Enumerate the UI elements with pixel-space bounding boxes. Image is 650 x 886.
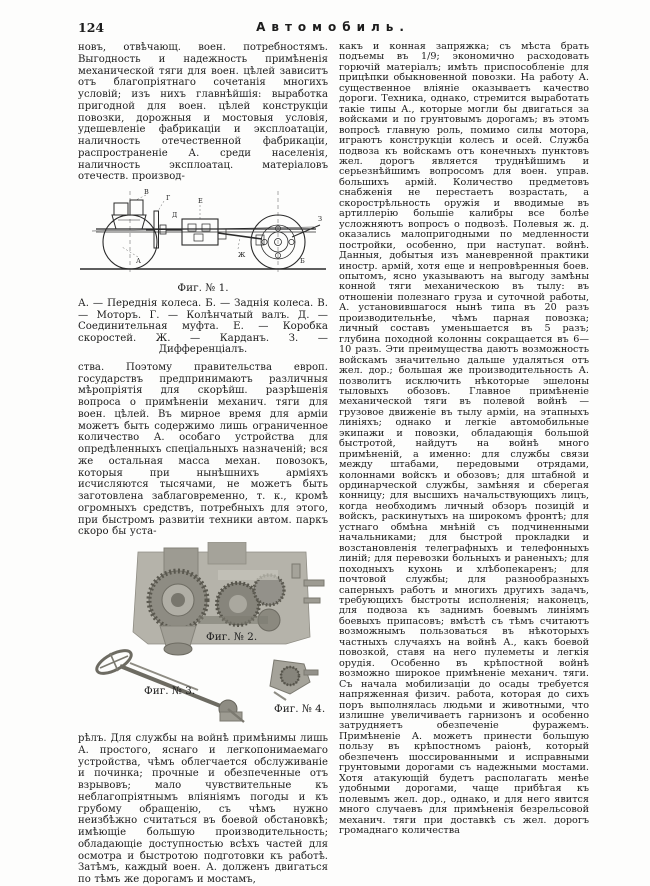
text-columns bbox=[78, 42, 589, 886]
mark-clutch: Д bbox=[172, 211, 178, 219]
mark-gearbox: Е bbox=[198, 197, 203, 205]
paragraph: ства. Поэтому правительства европ. государствъ предпринимаютъ различныя мѣропріятія для скорѣйш. разрѣшенія вопроса о примѣненіи механич. тяги для воен. цѣлей. Въ мирное время для арміи можетъ быть содержимо лишь ограниченное количество А. особаго устройства для опредѣленныхъ спеціальныхъ назначеній; вся же остальная масса механ. повозокъ, которыя при нынѣшнихъ арміяхъ исчисляются тысячами, не можетъ быть заготовлена заблаговременно, т. к., кромѣ огромныхъ средствъ, потребныхъ для этого, при быстромъ развитіи техники автом. паркъ скоро бы уста- bbox=[78, 361, 328, 538]
steering-column-photo bbox=[93, 646, 244, 722]
left-column bbox=[78, 42, 328, 886]
mark-rear-wheels: Б bbox=[300, 257, 305, 265]
figure-2-label: Фиг. № 2. bbox=[206, 631, 258, 644]
mark-cardan: Ж bbox=[238, 251, 246, 259]
engine-block bbox=[114, 203, 128, 215]
page-number: 124 bbox=[78, 20, 105, 35]
paragraph: новъ, отвѣчающ. воен. потребностямъ. Выгодность и надежность примѣненія механической тяги для воен. цѣлей зависитъ отъ благопріятнаго сочетанія многихъ условій; изъ нихъ главнѣйшія: выработка пригодной для воен. цѣлей конструкціи повозки, дорожныя и мостовыя условія, удешевленіе фабрикаціи и эксплоатаціи, наличность отечественной фабрикаціи, распространеніе А. среди населенія, наличность эксплоатац. матеріаловъ отечеств. производ- bbox=[78, 42, 328, 183]
figure-3-label: Фиг. № 3. bbox=[144, 685, 196, 698]
figure-1 bbox=[78, 187, 328, 356]
figure-1-legend: А. — Переднія колеса. Б. — Заднія колеса. В. — Моторъ. Г. — Колѣнчатый валъ. Д. — Соединительная муфта. Е. — Коробка скоростей. Ж. — Карданъ. З. — Дифференціалъ. bbox=[78, 298, 328, 356]
running-title: Автомобиль. bbox=[256, 20, 410, 34]
page-header bbox=[78, 20, 588, 36]
mark-engine: В bbox=[144, 188, 149, 196]
paragraph: какъ и конная запряжка; съ мѣста брать подъемы въ 1/9; экономично расходовать горючій матеріалъ; имѣть приспособленіе для прицѣпки обыкновенной повозки. На работу А. существенное вліяніе оказываетъ качество дороги. Техника, однако, стремится выработать такіе типы А., которые могли бы двигаться за войсками и по грунтовымъ дорогамъ; въ этомъ вопросѣ главную роль, помимо силы мотора, играютъ конструкціи колесъ и осей. Служба подвоза къ войскамъ отъ конечныхъ пунктовъ жел. дорогъ является труднѣйшимъ и серьезнѣйшимъ вопросомъ для воен. управ. большихъ армій. Количество предметовъ снабженія не перестаетъ возрастать, а скорострѣльность оружія и вводимые въ артиллерію большіе калибры все болѣе усложняютъ вопросъ о подвозѣ. Полевыя ж. д. оказались малопригодными по медленности постройки, особенно, при наступат. войнѣ. Данныя, добытыя изъ маневренной практики иностр. армій, хотя еще и непровѣренныя боев. опытомъ, ясно указываютъ на выгоду замѣны конной тяги механическою въ тылу: въ отношеніи полезнаго груза и суточной работы, А. установившагося нынѣ типа въ 20 разъ производительнѣе, чѣмъ парная повозка; личный составъ уменьшается въ 5 разъ; глубина походной колонны сокращается въ 6—10 разъ. Эти преимущества даютъ возможность войскамъ значительно дальше удаляться отъ жел. дор.; большая же производительность А. позволитъ исключить нѣкоторые эшелоны тыловыхъ обозовъ. Главное примѣненіе механической тяги въ полевой войнѣ — грузовое движеніе въ тылу арміи, на этапныхъ линіяхъ; однако и легкіе автомобильные экипажи и повозки, обладающія большой быстротой, найдутъ на войнѣ много примѣненій, а именно: для службы связи между штабами, передовыми отрядами, колоннами войскъ и обозовъ; для штабной и ординарческой службы, замѣняя и сберегая конницу; для высшихъ начальствующихъ лицъ, когда необходимъ личный обзоръ позицій и войскъ, раскинутыхъ на широкомъ фронтѣ; для устнаго обмѣна мнѣній съ подчиненными начальниками; для быстрой прокладки и возстановленія телеграфныхъ и телефонныхъ линій; для перевозки больныхъ и раненыхъ; для походныхъ кухонь и хлѣбопекаренъ; для почтовой службы; для разнообразныхъ саперныхъ работъ и многихъ другихъ задачъ, требующихъ быстроты исполненія; наконецъ, для подвоза къ заднимъ боевымъ линіямъ боевыхъ припасовъ; вмѣстѣ съ тѣмъ считаютъ возможнымъ пользоваться въ нѣкоторыхъ частныхъ случаяхъ на войнѣ А., какъ боевой повозкой, ставя на него пулеметы и легкія орудія. Особенно въ крѣпостной войнѣ возможно широкое примѣненіе механич. тяги. Съ начала мобилизаціи до осады требуется напряженная физич. работа, которая до сихъ поръ выполнялась людьми и животными, что излишне увеличиваетъ гарнизонъ и особенно затрудняетъ обезпеченіе фуражемъ. Примѣненіе А. можетъ принести большую пользу въ крѣпостномъ раіонѣ, который обезпеченъ шоссированными и исправными грунтовыми дорогами съ надежными мостами. Хотя атакующій будетъ располагать менѣе удобными дорогами, чаще прибѣгая къ полевымъ жел. дор., однако, и для него явится много случаевъ для примѣненія безрельсовой механич. тяги при доставкѣ съ жел. дорогъ громаднаго количества bbox=[339, 41, 589, 836]
figures-2-3-4 bbox=[78, 542, 328, 728]
mark-differential: З bbox=[318, 215, 323, 223]
chassis-side-view-diagram bbox=[78, 187, 328, 279]
cardan-shaft bbox=[218, 233, 262, 239]
mark-crankshaft: Г bbox=[166, 194, 171, 202]
figure-1-label: Фиг. № 1. bbox=[177, 282, 229, 294]
gearbox-and-steering-photos bbox=[78, 542, 328, 728]
right-column bbox=[339, 42, 589, 886]
figure-4-label: Фиг. № 4. bbox=[274, 703, 326, 716]
mark-front-wheels: А bbox=[136, 257, 141, 265]
small-mechanism-photo bbox=[270, 660, 318, 700]
paragraph: рѣлъ. Для службы на войнѣ примѣнимы лишь А. простого, яснаго и легкопонимаемаго устройства, чѣмъ облегчается обслуживаніе и починка; прочные и обезпеченные отъ взрывовъ; мало чувствительные къ неблагопріятнымъ вліяніямъ погоды и къ грубому обращенію, съ чѣмъ нужно неизбѣжно считаться въ боевой обстановкѣ; имѣющіе большую производительность; обладающіе доступностью всѣхъ частей для осмотра и быстротою подготовки къ работѣ. Затѣмъ, каждый воен. А. долженъ двигаться по тѣмъ же дорогамъ и мостамъ, bbox=[78, 733, 328, 886]
